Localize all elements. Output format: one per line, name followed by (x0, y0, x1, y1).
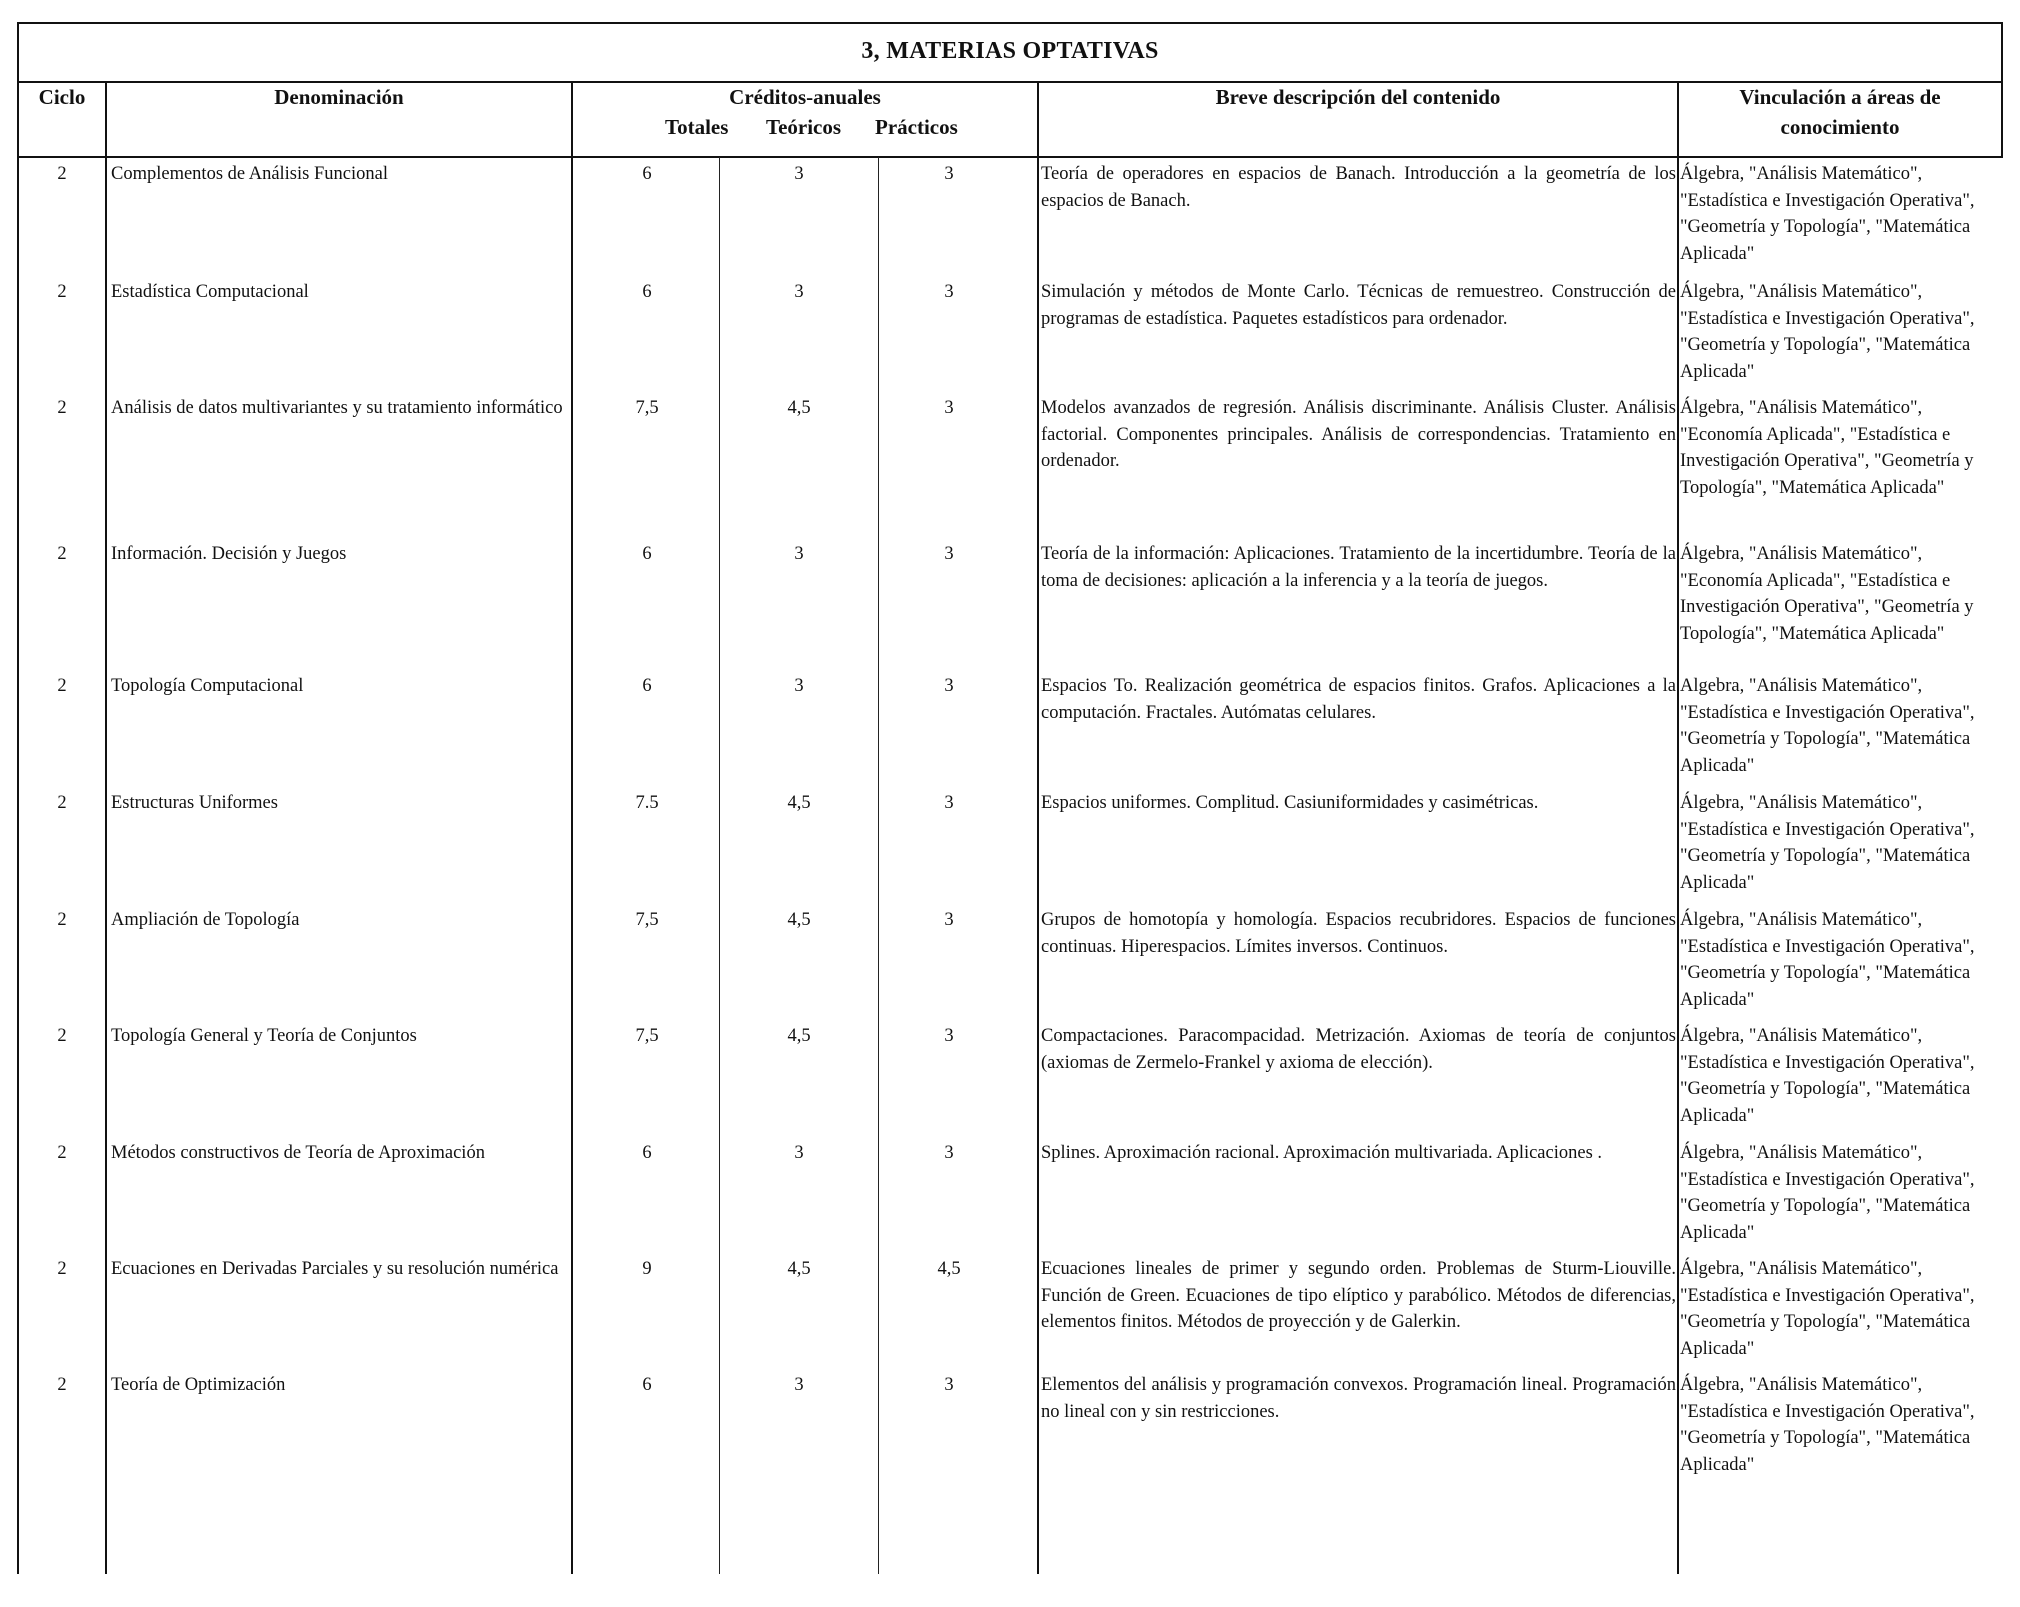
row-10-totales: 9 (642, 1259, 652, 1279)
row-11-totales: 6 (642, 1375, 652, 1395)
header-practicos: Prácticos (875, 115, 958, 139)
row-6-descripcion: Espacios uniformes. Complitud. Casiuniformidades y casimétricas. (1041, 793, 1539, 813)
header-totales: Totales (665, 115, 729, 139)
column-divider-creditos (1037, 82, 1039, 1574)
row-2-totales: 6 (642, 282, 652, 302)
row-8-denominacion: Topología General y Teoría de Conjuntos (111, 1026, 417, 1046)
header-vinculacion-line1: Vinculación a áreas de (1739, 85, 1941, 109)
row-7-teoricos: 4,5 (787, 910, 811, 930)
row-7-descripcion: Grupos de homotopía y homología. Espacios recubridores. Espacios de funciones continuas. Hiperespacios. Límites inversos. Continuos. (1041, 910, 1676, 957)
column-divider-teoricos (878, 157, 879, 1574)
row-6-ciclo: 2 (57, 793, 67, 813)
row-4-teoricos: 3 (794, 544, 804, 564)
row-1-practicos: 3 (944, 164, 954, 184)
row-3-ciclo: 2 (57, 398, 67, 418)
optional-subjects-table (17, 22, 2003, 1574)
row-8-ciclo: 2 (57, 1026, 67, 1046)
row-3-teoricos: 4,5 (787, 398, 811, 418)
row-2-ciclo: 2 (57, 282, 67, 302)
row-2-practicos: 3 (944, 282, 954, 302)
row-9-practicos: 3 (944, 1143, 954, 1163)
column-divider-totales (719, 157, 720, 1574)
header-ciclo: Ciclo (38, 85, 86, 109)
row-11-vinculacion: Álgebra, "Análisis Matemático", "Estadística e Investigación Operativa", "Geometría y Topología", "Matemática Aplicada" (1680, 1375, 1975, 1475)
header-denominacion: Denominación (274, 85, 404, 109)
row-10-descripcion: Ecuaciones lineales de primer y segundo orden. Problemas de Sturm-Liouville. Función de Green. Ecuaciones de tipo elíptico y parabólico. Métodos de diferencias, elementos finitos. Métodos de proyección y de Galerkin. (1041, 1259, 1676, 1332)
row-11-practicos: 3 (944, 1375, 954, 1395)
row-10-teoricos: 4,5 (787, 1259, 811, 1279)
row-4-vinculacion: Álgebra, "Análisis Matemático", "Economía Aplicada", "Estadística e Investigación Operativa", "Geometría y Topología", "Matemática Aplicada" (1680, 544, 1974, 644)
row-5-ciclo: 2 (57, 676, 67, 696)
row-8-teoricos: 4,5 (787, 1026, 811, 1046)
row-9-descripcion: Splines. Aproximación racional. Aproximación multivariada. Aplicaciones . (1041, 1143, 1603, 1163)
row-7-vinculacion: Álgebra, "Análisis Matemático", "Estadística e Investigación Operativa", "Geometría y Topología", "Matemática Aplicada" (1680, 910, 1975, 1010)
row-3-totales: 7,5 (635, 398, 659, 418)
row-9-vinculacion: Álgebra, "Análisis Matemático", "Estadística e Investigación Operativa", "Geometría y Topología", "Matemática Aplicada" (1680, 1143, 1975, 1243)
row-9-denominacion: Métodos constructivos de Teoría de Aproximación (111, 1143, 485, 1163)
row-1-totales: 6 (642, 164, 652, 184)
row-6-practicos: 3 (944, 793, 954, 813)
row-7-totales: 7,5 (635, 910, 659, 930)
row-11-denominacion: Teoría de Optimización (111, 1375, 286, 1395)
row-9-totales: 6 (642, 1143, 652, 1163)
column-divider-ciclo (105, 82, 107, 1574)
row-3-denominacion: Análisis de datos multivariantes y su tratamiento informático (111, 398, 563, 418)
header-divider (17, 156, 2003, 158)
row-3-vinculacion: Álgebra, "Análisis Matemático", "Economía Aplicada", "Estadística e Investigación Operativa", "Geometría y Topología", "Matemática Aplicada" (1680, 398, 1974, 498)
row-11-teoricos: 3 (794, 1375, 804, 1395)
row-4-ciclo: 2 (57, 544, 67, 564)
row-5-practicos: 3 (944, 676, 954, 696)
row-7-practicos: 3 (944, 910, 954, 930)
row-9-ciclo: 2 (57, 1143, 67, 1163)
row-7-denominacion: Ampliación de Topología (111, 910, 300, 930)
row-6-vinculacion: Álgebra, "Análisis Matemático", "Estadística e Investigación Operativa", "Geometría y Topología", "Matemática Aplicada" (1680, 793, 1975, 893)
table-title: 3, MATERIAS OPTATIVAS (861, 38, 1159, 64)
row-2-vinculacion: Álgebra, "Análisis Matemático", "Estadística e Investigación Operativa", "Geometría y Topología", "Matemática Aplicada" (1680, 282, 1975, 382)
row-7-ciclo: 2 (57, 910, 67, 930)
row-2-descripcion: Simulación y métodos de Monte Carlo. Técnicas de remuestreo. Construcción de programas de estadística. Paquetes estadísticos para ordenador. (1041, 282, 1676, 329)
row-8-practicos: 3 (944, 1026, 954, 1046)
row-5-descripcion: Espacios To. Realización geométrica de espacios finitos. Grafos. Aplicaciones a la computación. Fractales. Autómatas celulares. (1041, 676, 1676, 723)
row-4-descripcion: Teoría de la información: Aplicaciones. Tratamiento de la incertidumbre. Teoría de la toma de decisiones: aplicación a la inferencia y a la teoría de juegos. (1041, 544, 1676, 591)
row-5-denominacion: Topología Computacional (111, 676, 304, 696)
row-1-teoricos: 3 (794, 164, 804, 184)
column-divider-descripcion (1677, 82, 1679, 1574)
row-10-ciclo: 2 (57, 1259, 67, 1279)
row-11-ciclo: 2 (57, 1375, 67, 1395)
row-8-descripcion: Compactaciones. Paracompacidad. Metrización. Axiomas de teoría de conjuntos (axiomas de Zermelo-Frankel y axioma de elección). (1041, 1026, 1676, 1073)
row-2-denominacion: Estadística Computacional (111, 282, 309, 302)
header-creditos: Créditos-anuales (729, 85, 881, 109)
row-6-totales: 7.5 (635, 793, 659, 813)
row-5-vinculacion: Algebra, "Análisis Matemático", "Estadística e Investigación Operativa", "Geometría y Topología", "Matemática Aplicada" (1680, 676, 1975, 776)
row-1-vinculacion: Álgebra, "Análisis Matemático", "Estadística e Investigación Operativa", "Geometría y Topología", "Matemática Aplicada" (1680, 164, 1975, 264)
row-6-denominacion: Estructuras Uniformes (111, 793, 278, 813)
row-1-descripcion: Teoría de operadores en espacios de Banach. Introducción a la geometría de los espacios de Banach. (1041, 164, 1676, 211)
row-1-ciclo: 2 (57, 164, 67, 184)
row-11-descripcion: Elementos del análisis y programación convexos. Programación lineal. Programación no lineal con y sin restricciones. (1041, 1375, 1676, 1422)
row-1-denominacion: Complementos de Análisis Funcional (111, 164, 388, 184)
row-9-teoricos: 3 (794, 1143, 804, 1163)
row-8-totales: 7,5 (635, 1026, 659, 1046)
row-4-totales: 6 (642, 544, 652, 564)
row-10-vinculacion: Álgebra, "Análisis Matemático", "Estadística e Investigación Operativa", "Geometría y Topología", "Matemática Aplicada" (1680, 1259, 1975, 1359)
row-3-descripcion: Modelos avanzados de regresión. Análisis discriminante. Análisis Cluster. Análisis factorial. Componentes principales. Análisis de correspondencias. Tratamiento en ordenador. (1041, 398, 1676, 471)
header-descripcion: Breve descripción del contenido (1215, 85, 1501, 109)
row-10-denominacion: Ecuaciones en Derivadas Parciales y su resolución numérica (111, 1259, 559, 1279)
header-vinculacion-line2: conocimiento (1780, 115, 1900, 139)
row-2-teoricos: 3 (794, 282, 804, 302)
row-10-practicos: 4,5 (937, 1259, 961, 1279)
row-4-denominacion: Información. Decisión y Juegos (111, 544, 347, 564)
row-4-practicos: 3 (944, 544, 954, 564)
header-teoricos: Teóricos (766, 115, 842, 139)
column-divider-denominacion (571, 82, 573, 1574)
row-6-teoricos: 4,5 (787, 793, 811, 813)
row-5-totales: 6 (642, 676, 652, 696)
row-5-teoricos: 3 (794, 676, 804, 696)
row-3-practicos: 3 (944, 398, 954, 418)
row-8-vinculacion: Álgebra, "Análisis Matemático", "Estadística e Investigación Operativa", "Geometría y Topología", "Matemática Aplicada" (1680, 1026, 1975, 1126)
